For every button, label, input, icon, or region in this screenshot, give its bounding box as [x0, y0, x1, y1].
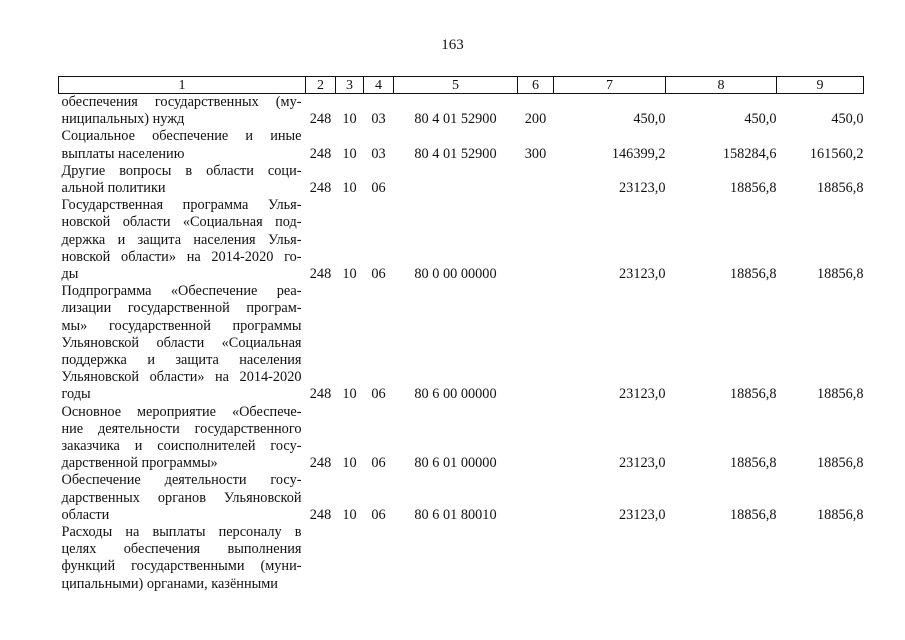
table-row	[59, 283, 864, 403]
expense-type-cell: 300	[524, 145, 547, 162]
description-line: функций государственными (муни-	[61, 558, 302, 575]
description-line: ние деятельности государственного	[61, 420, 302, 437]
description-line: альной политики	[61, 180, 166, 197]
target-article-cell: 80 6 01 00000	[414, 455, 497, 472]
amount-col8-cell: 18856,8	[730, 266, 777, 283]
budget-table	[58, 76, 864, 593]
table-row	[59, 163, 864, 197]
table-row	[59, 524, 864, 593]
table-row	[59, 94, 864, 129]
description-line: Другие вопросы в области соци-	[61, 162, 302, 179]
row-description-cell	[59, 128, 306, 162]
target-article-cell	[394, 524, 518, 593]
subsection-cell: 06	[371, 180, 386, 197]
description-line: лизации государственной програм-	[61, 300, 302, 317]
org-code-cell: 248	[309, 386, 332, 403]
amount-col9-cell	[777, 524, 864, 593]
description-line: держка и защита населения Улья-	[61, 231, 302, 248]
row-description-cell	[59, 163, 306, 197]
table-row	[59, 472, 864, 524]
row-description-cell	[59, 94, 306, 129]
description-line: Ульяновской области» на 2014-2020	[61, 369, 302, 386]
amount-col7-cell: 23123,0	[619, 455, 666, 472]
description-line: Ульяновской области «Социальная	[61, 334, 302, 351]
description-line: дарственной программы»	[61, 455, 218, 472]
subsection-cell: 06	[371, 386, 386, 403]
section-cell: 10	[342, 111, 357, 128]
section-cell: 10	[342, 145, 357, 162]
column-header: 9	[777, 77, 864, 94]
column-header: 6	[518, 77, 554, 94]
section-cell: 10	[342, 455, 357, 472]
amount-col8-cell: 18856,8	[730, 455, 777, 472]
target-article-cell: 80 4 01 52900	[414, 145, 497, 162]
subsection-cell: 03	[371, 145, 386, 162]
description-line: обеспечения государственных (му-	[61, 94, 302, 110]
org-code-cell: 248	[309, 455, 332, 472]
amount-col7-cell: 23123,0	[619, 386, 666, 403]
page-number: 163	[441, 37, 464, 53]
section-cell	[336, 524, 364, 593]
description-line: Расходы на выплаты персоналу в	[61, 524, 302, 541]
amount-col7-cell: 23123,0	[619, 180, 666, 197]
section-cell: 10	[342, 180, 357, 197]
amount-col8-cell: 18856,8	[730, 386, 777, 403]
amount-col8-cell: 18856,8	[730, 180, 777, 197]
column-header: 8	[666, 77, 777, 94]
amount-col9-cell: 161560,2	[809, 145, 864, 162]
amount-col9-cell: 18856,8	[817, 386, 864, 403]
description-line: ды	[61, 266, 79, 283]
org-code-cell: 248	[309, 180, 332, 197]
column-header: 5	[394, 77, 518, 94]
amount-col7-cell: 23123,0	[619, 266, 666, 283]
amount-col8-cell: 158284,6	[722, 145, 777, 162]
subsection-cell: 06	[371, 455, 386, 472]
target-article-cell: 80 4 01 52900	[414, 111, 497, 128]
section-cell: 10	[342, 506, 357, 523]
expense-type-cell	[518, 404, 554, 473]
description-line: Социальное обеспечение и иные	[61, 128, 302, 145]
expense-type-cell	[518, 472, 554, 524]
org-code-cell: 248	[309, 266, 332, 283]
section-cell: 10	[342, 266, 357, 283]
amount-col8-cell: 18856,8	[730, 506, 777, 523]
description-line: годы	[61, 386, 91, 403]
description-line: поддержка и защита населения	[61, 352, 302, 369]
amount-col9-cell: 18856,8	[817, 455, 864, 472]
table-row	[59, 404, 864, 473]
subsection-cell: 03	[371, 111, 386, 128]
column-header: 7	[554, 77, 666, 94]
description-line: Государственная программа Улья-	[61, 197, 302, 214]
expense-type-cell: 200	[524, 111, 547, 128]
expense-type-cell	[518, 524, 554, 593]
description-line: Обеспечение деятельности госу-	[61, 472, 302, 489]
table-row	[59, 197, 864, 283]
column-header: 1	[59, 77, 306, 94]
description-line: ниципальных) нужд	[61, 111, 185, 128]
subsection-cell: 06	[371, 266, 386, 283]
column-number-row	[59, 77, 864, 94]
subsection-cell: 06	[371, 506, 386, 523]
row-description-cell	[59, 283, 306, 403]
description-line: новской области» на 2014-2020 го-	[61, 248, 302, 265]
description-line: выплаты населению	[61, 145, 185, 162]
column-header: 2	[306, 77, 336, 94]
description-line: мы» государственной программы	[61, 317, 302, 334]
expense-type-cell	[518, 197, 554, 283]
target-article-cell	[394, 163, 518, 197]
budget-table-body	[59, 94, 864, 593]
row-description-cell	[59, 197, 306, 283]
row-description-cell	[59, 472, 306, 524]
table-row	[59, 128, 864, 162]
org-code-cell: 248	[309, 506, 332, 523]
amount-col8-cell: 450,0	[744, 111, 777, 128]
amount-col7-cell	[554, 524, 666, 593]
amount-col7-cell: 450,0	[633, 111, 666, 128]
expense-type-cell	[518, 163, 554, 197]
target-article-cell: 80 6 00 00000	[414, 386, 497, 403]
amount-col7-cell: 23123,0	[619, 506, 666, 523]
amount-col7-cell: 146399,2	[611, 145, 666, 162]
description-line: заказчика и соисполнителей госу-	[61, 438, 302, 455]
description-line: области	[61, 506, 110, 523]
amount-col9-cell: 18856,8	[817, 506, 864, 523]
description-line: целях обеспечения выполнения	[61, 541, 302, 558]
section-cell: 10	[342, 386, 357, 403]
target-article-cell: 80 0 00 00000	[414, 266, 497, 283]
amount-col9-cell: 18856,8	[817, 180, 864, 197]
description-line: новской области «Социальная под-	[61, 214, 302, 231]
description-line: дарственных органов Ульяновской	[61, 489, 302, 506]
description-line: Основное мероприятие «Обеспече-	[61, 403, 302, 420]
amount-col9-cell: 450,0	[831, 111, 864, 128]
subsection-cell	[364, 524, 394, 593]
amount-col9-cell: 18856,8	[817, 266, 864, 283]
description-line: Подпрограмма «Обеспечение реа-	[61, 283, 302, 300]
column-header: 4	[364, 77, 394, 94]
expense-type-cell	[518, 283, 554, 403]
org-code-cell	[306, 524, 336, 593]
org-code-cell: 248	[309, 111, 332, 128]
row-description-cell	[59, 524, 306, 593]
org-code-cell: 248	[309, 145, 332, 162]
row-description-cell	[59, 404, 306, 473]
description-line: ципальными) органами, казёнными	[61, 575, 278, 592]
amount-col8-cell	[666, 524, 777, 593]
column-header: 3	[336, 77, 364, 94]
target-article-cell: 80 6 01 80010	[414, 506, 497, 523]
